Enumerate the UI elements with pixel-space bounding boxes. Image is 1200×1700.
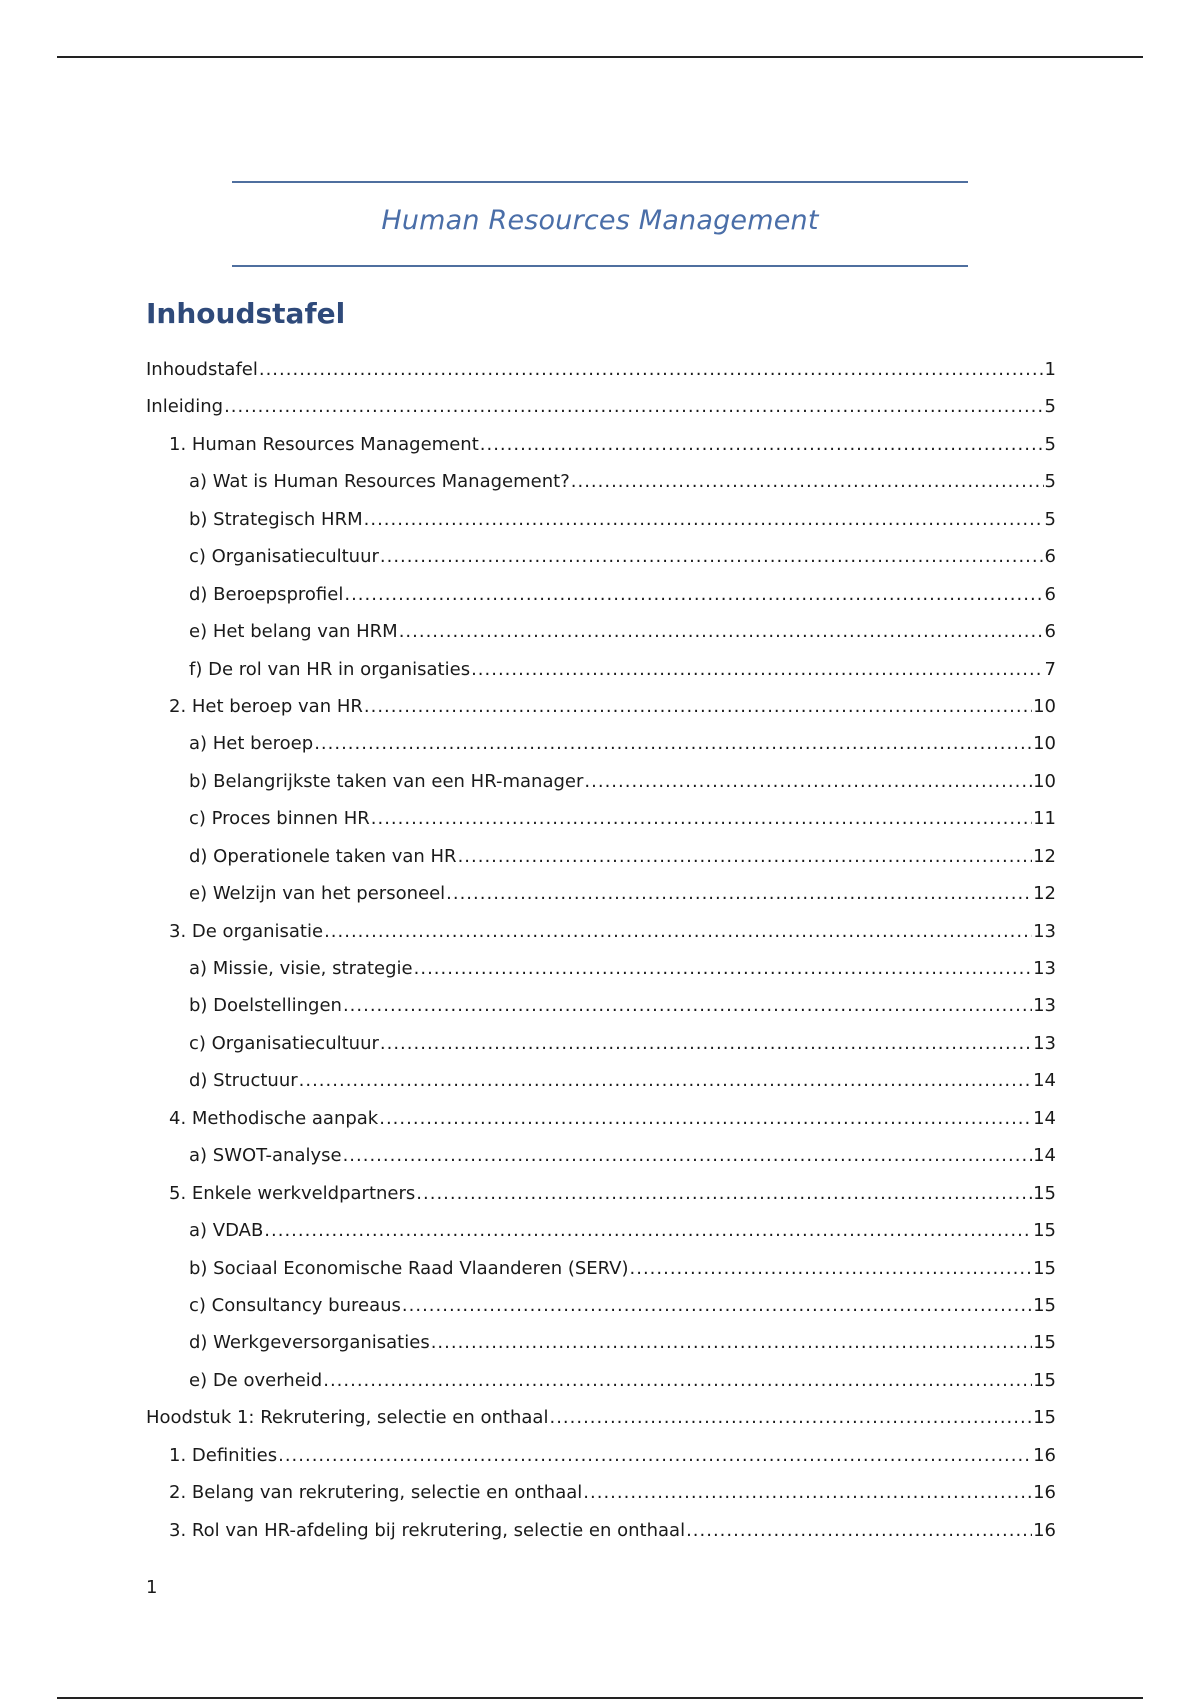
toc-dot-leader xyxy=(431,1332,1032,1353)
toc-entry[interactable] xyxy=(146,1258,1056,1295)
toc-entry-page: 7 xyxy=(1044,658,1056,680)
toc-dot-leader xyxy=(324,921,1032,942)
toc-entry[interactable] xyxy=(146,1220,1056,1257)
toc-dot-leader xyxy=(686,1520,1032,1541)
toc-entry[interactable] xyxy=(146,958,1056,995)
toc-entry-page: 10 xyxy=(1033,733,1056,755)
toc-entry-label: e) Het belang van HRM xyxy=(189,621,398,643)
toc-entry[interactable] xyxy=(146,771,1056,808)
toc-entry-page: 15 xyxy=(1033,1332,1056,1354)
toc-dot-leader xyxy=(259,359,1044,380)
toc-dot-leader xyxy=(343,1145,1033,1166)
toc-entry-page: 6 xyxy=(1044,583,1056,605)
toc-entry-page: 16 xyxy=(1033,1482,1056,1504)
toc-entry-page: 10 xyxy=(1033,770,1056,792)
toc-entry-page: 13 xyxy=(1033,995,1056,1017)
toc-dot-leader xyxy=(446,883,1032,904)
toc-entry-page: 15 xyxy=(1033,1407,1056,1429)
toc-entry[interactable] xyxy=(146,659,1056,696)
toc-entry-label: Inhoudstafel xyxy=(146,359,258,380)
toc-dot-leader xyxy=(402,1295,1032,1316)
toc-entry[interactable] xyxy=(146,396,1056,433)
table-of-contents xyxy=(146,359,1056,1557)
toc-entry-label: d) Structuur xyxy=(189,1070,298,1092)
toc-entry-page: 6 xyxy=(1044,621,1056,643)
toc-entry[interactable] xyxy=(146,995,1056,1032)
toc-entry[interactable] xyxy=(146,1370,1056,1407)
toc-dot-leader xyxy=(571,471,1044,492)
toc-dot-leader xyxy=(549,1407,1032,1428)
toc-entry-label: a) SWOT-analyse xyxy=(189,1145,342,1167)
toc-entry-page: 10 xyxy=(1033,695,1056,717)
toc-entry[interactable] xyxy=(146,1520,1056,1557)
toc-dot-leader xyxy=(414,958,1032,979)
toc-entry-label: c) Organisatiecultuur xyxy=(189,546,379,568)
toc-entry-label: d) Beroepsprofiel xyxy=(189,583,344,605)
toc-entry[interactable] xyxy=(146,471,1056,508)
toc-entry-page: 13 xyxy=(1033,1032,1056,1054)
toc-entry[interactable] xyxy=(146,1295,1056,1332)
toc-entry[interactable] xyxy=(146,546,1056,583)
toc-dot-leader xyxy=(371,808,1032,829)
toc-entry[interactable] xyxy=(146,883,1056,920)
toc-entry-label: a) Het beroep xyxy=(189,733,314,755)
title-block xyxy=(232,181,968,267)
toc-entry[interactable] xyxy=(146,1108,1056,1145)
toc-entry[interactable] xyxy=(146,1407,1056,1444)
toc-entry-label: e) Welzijn van het personeel xyxy=(189,883,446,905)
toc-entry-label: 1. Human Resources Management xyxy=(169,433,479,455)
toc-entry-label: 3. Rol van HR-afdeling bij rekrutering, selectie en onthaal xyxy=(169,1519,686,1541)
toc-entry-page: 15 xyxy=(1033,1257,1056,1279)
toc-entry[interactable] xyxy=(146,621,1056,658)
toc-entry-label: 4. Methodische aanpak xyxy=(169,1107,379,1129)
toc-dot-leader xyxy=(278,1445,1032,1466)
toc-entry[interactable] xyxy=(146,808,1056,845)
toc-entry[interactable] xyxy=(146,921,1056,958)
toc-entry[interactable] xyxy=(146,584,1056,621)
toc-entry-label: 1. Definities xyxy=(169,1444,278,1466)
toc-entry[interactable] xyxy=(146,359,1056,396)
toc-entry[interactable] xyxy=(146,733,1056,770)
toc-dot-leader xyxy=(380,546,1044,567)
toc-dot-leader xyxy=(344,584,1043,605)
toc-dot-leader xyxy=(323,1370,1032,1391)
toc-entry[interactable] xyxy=(146,1482,1056,1519)
document-title: Human Resources Management xyxy=(381,205,819,236)
toc-entry-page: 5 xyxy=(1044,508,1056,530)
toc-entry-label: d) Werkgeversorganisaties xyxy=(189,1332,430,1354)
toc-dot-leader xyxy=(399,621,1044,642)
toc-entry-page: 15 xyxy=(1033,1369,1056,1391)
toc-dot-leader xyxy=(583,1482,1032,1503)
toc-dot-leader xyxy=(416,1183,1032,1204)
toc-entry-page: 16 xyxy=(1033,1444,1056,1466)
toc-entry-label: 5. Enkele werkveldpartners xyxy=(169,1182,416,1204)
toc-dot-leader xyxy=(314,733,1032,754)
toc-entry-page: 14 xyxy=(1033,1107,1056,1129)
toc-entry[interactable] xyxy=(146,1332,1056,1369)
toc-entry-label: 3. De organisatie xyxy=(169,920,324,942)
toc-entry-page: 13 xyxy=(1033,958,1056,979)
toc-entry-page: 15 xyxy=(1033,1182,1056,1204)
toc-entry-page: 5 xyxy=(1044,471,1056,493)
toc-entry-label: a) Missie, visie, strategie xyxy=(189,958,413,979)
toc-entry-label: Inleiding xyxy=(146,396,224,418)
toc-entry[interactable] xyxy=(146,1070,1056,1107)
toc-entry-label: f) De rol van HR in organisaties xyxy=(189,658,471,680)
toc-entry-label: 2. Belang van rekrutering, selectie en onthaal xyxy=(169,1482,583,1504)
toc-entry[interactable] xyxy=(146,696,1056,733)
toc-entry-page: 14 xyxy=(1033,1070,1056,1092)
toc-entry-label: c) Proces binnen HR xyxy=(189,808,370,830)
toc-dot-leader xyxy=(379,1108,1032,1129)
toc-entry-label: 2. Het beroep van HR xyxy=(169,695,363,717)
toc-entry-label: a) VDAB xyxy=(189,1220,264,1242)
bottom-page-rule xyxy=(57,1697,1143,1699)
page-number: 1 xyxy=(146,1577,158,1598)
toc-dot-leader xyxy=(458,846,1033,867)
toc-entry-label: d) Operationele taken van HR xyxy=(189,845,457,867)
toc-entry[interactable] xyxy=(146,1445,1056,1482)
toc-entry[interactable] xyxy=(146,1033,1056,1070)
toc-entry-page: 12 xyxy=(1033,845,1056,867)
toc-dot-leader xyxy=(471,659,1043,680)
toc-entry-page: 15 xyxy=(1033,1294,1056,1316)
toc-entry-page: 16 xyxy=(1033,1519,1056,1541)
toc-entry[interactable] xyxy=(146,1145,1056,1182)
toc-entry[interactable] xyxy=(146,434,1056,471)
toc-dot-leader xyxy=(299,1070,1032,1091)
toc-entry-label: e) De overheid xyxy=(189,1369,323,1391)
toc-entry[interactable] xyxy=(146,846,1056,883)
toc-dot-leader xyxy=(224,396,1043,417)
toc-entry-label: b) Belangrijkste taken van een HR-manager xyxy=(189,770,584,792)
toc-entry-page: 11 xyxy=(1033,808,1056,830)
toc-entry-label: b) Strategisch HRM xyxy=(189,508,363,530)
toc-entry-page: 1 xyxy=(1044,359,1056,380)
toc-entry[interactable] xyxy=(146,1183,1056,1220)
toc-entry-page: 13 xyxy=(1033,920,1056,942)
toc-dot-leader xyxy=(343,995,1032,1016)
toc-entry-page: 6 xyxy=(1044,546,1056,568)
toc-dot-leader xyxy=(364,696,1032,717)
toc-entry-label: b) Sociaal Economische Raad Vlaanderen (SERV) xyxy=(189,1257,629,1279)
toc-entry-label: a) Wat is Human Resources Management? xyxy=(189,471,570,493)
toc-dot-leader xyxy=(630,1258,1033,1279)
toc-entry-page: 14 xyxy=(1033,1145,1056,1167)
toc-entry-page: 5 xyxy=(1044,396,1056,418)
toc-dot-leader xyxy=(380,1033,1032,1054)
toc-entry-label: Hoodstuk 1: Rekrutering, selectie en onthaal xyxy=(146,1407,549,1429)
toc-heading: Inhoudstafel xyxy=(146,297,346,330)
toc-dot-leader xyxy=(364,509,1044,530)
toc-entry-page: 5 xyxy=(1044,433,1056,455)
toc-dot-leader xyxy=(480,434,1044,455)
toc-entry-label: c) Consultancy bureaus xyxy=(189,1294,401,1316)
toc-entry[interactable] xyxy=(146,509,1056,546)
toc-entry-label: c) Organisatiecultuur xyxy=(189,1032,379,1054)
toc-dot-leader xyxy=(584,771,1032,792)
top-page-rule xyxy=(57,56,1143,58)
toc-dot-leader xyxy=(264,1220,1032,1241)
toc-entry-page: 12 xyxy=(1033,883,1056,905)
toc-entry-page: 15 xyxy=(1033,1220,1056,1242)
toc-entry-label: b) Doelstellingen xyxy=(189,995,342,1017)
